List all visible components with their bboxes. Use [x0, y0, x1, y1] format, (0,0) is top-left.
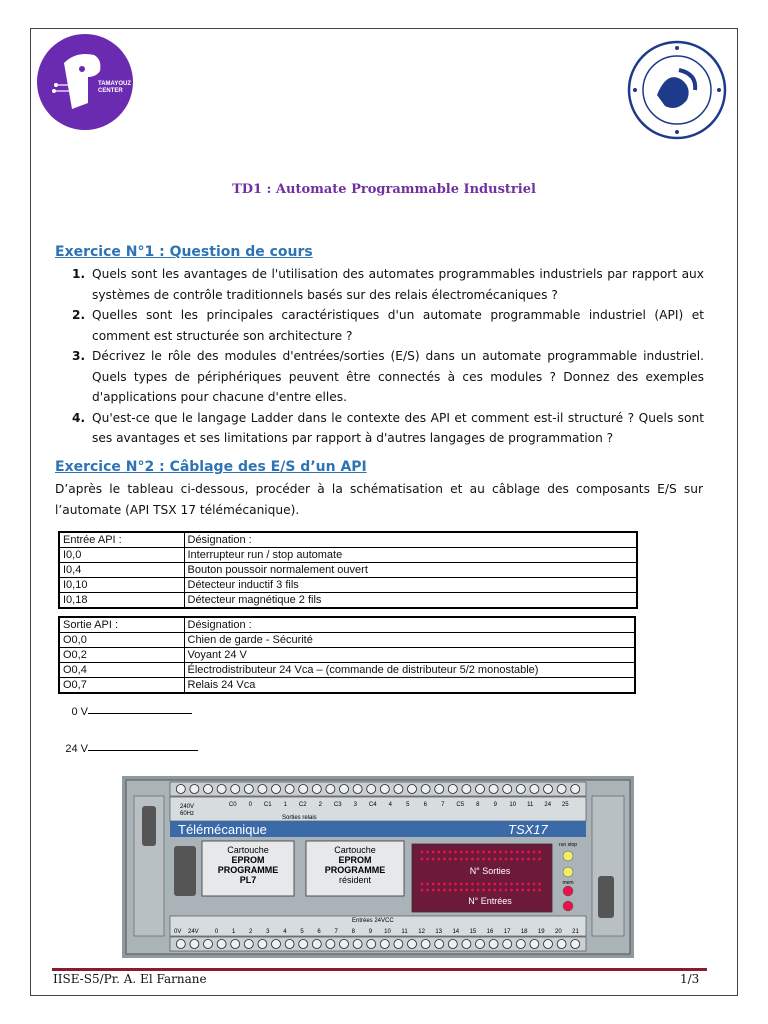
led-dot	[505, 883, 508, 886]
plc-tsx17-illustration	[122, 776, 634, 958]
document-title: TD1 : Automate Programmable Industriel	[232, 182, 536, 197]
top-terminal-label: C2	[298, 802, 307, 808]
question-item	[72, 305, 704, 346]
terminal-screw	[285, 940, 294, 949]
relay-outputs-label: Sorties relais	[282, 815, 317, 821]
led-dot	[499, 858, 502, 861]
top-terminal-label: C4	[368, 802, 377, 808]
cartridge2-line3: PROGRAMME	[324, 865, 386, 875]
led-dot	[533, 889, 536, 892]
led-dot	[432, 851, 435, 854]
led-dot	[521, 858, 524, 861]
terminal-screw	[190, 940, 199, 949]
terminal-screw	[340, 785, 349, 794]
bottom-terminal-label: 16	[486, 929, 494, 935]
led-dot	[426, 851, 429, 854]
terminal-screw	[217, 785, 226, 794]
led-dot	[421, 889, 424, 892]
cartridge1-line1: Cartouche	[227, 845, 269, 855]
led-dot	[516, 889, 519, 892]
led-dot	[426, 858, 429, 861]
led-dot	[465, 851, 468, 854]
led-dot	[510, 851, 513, 854]
table-row	[59, 663, 635, 678]
inputs-table	[58, 531, 638, 609]
bottom-terminal-label: 3	[266, 929, 270, 935]
led-dot	[477, 858, 480, 861]
terminal-screw	[217, 940, 226, 949]
led-dot	[482, 858, 485, 861]
table-cell: Détecteur inductif 3 fils	[184, 578, 637, 593]
terminal-screw	[448, 940, 457, 949]
terminal-screw	[530, 785, 539, 794]
led-dot	[449, 883, 452, 886]
led-dot	[432, 858, 435, 861]
terminal-screw	[231, 785, 240, 794]
terminal-screw	[353, 785, 362, 794]
question-number: 2.	[72, 308, 86, 322]
table-cell: Interrupteur run / stop automate	[184, 548, 637, 563]
led-dot	[499, 889, 502, 892]
terminal-screw	[244, 940, 253, 949]
question-text: Quelles sont les principales caractéristiques d'un automate programmable industriel (API) et comment est structurée son architecture ?	[92, 308, 704, 343]
terminal-screw	[204, 940, 213, 949]
terminal-screw	[353, 940, 362, 949]
top-terminal-label: 1	[283, 802, 287, 808]
led-dot	[533, 851, 536, 854]
led-dot	[437, 889, 440, 892]
terminal-screw	[489, 940, 498, 949]
top-terminal-label: 5	[406, 802, 410, 808]
led-dot	[426, 889, 429, 892]
terminal-screw	[326, 940, 335, 949]
led-dot	[426, 883, 429, 886]
terminal-screw	[285, 785, 294, 794]
bottom-terminal-label: 10	[384, 929, 391, 935]
led-dot	[421, 851, 424, 854]
led-dot	[482, 889, 485, 892]
bottom-terminal-label: 12	[418, 929, 425, 935]
bottom-terminal-label: 4	[283, 929, 287, 935]
led-dot	[421, 858, 424, 861]
plc-svg	[122, 776, 634, 958]
led-dot	[493, 883, 496, 886]
led-dot	[527, 851, 530, 854]
bottom-terminal-label: 15	[469, 929, 477, 935]
voltage-rail	[88, 750, 198, 751]
led-dot	[499, 851, 502, 854]
led-dot	[527, 883, 530, 886]
top-terminal-label: 7	[441, 802, 445, 808]
terminal-screw	[258, 940, 267, 949]
bottom-terminal-label: 2	[249, 929, 253, 935]
led-dot	[482, 851, 485, 854]
terminal-screw	[231, 940, 240, 949]
question-item	[72, 346, 704, 408]
led-dot	[493, 889, 496, 892]
table-cell: I0,0	[59, 548, 184, 563]
bottom-terminal-label: 20	[555, 929, 562, 935]
table-header: Désignation :	[184, 617, 635, 633]
led-dot	[454, 858, 457, 861]
terminal-screw	[244, 785, 253, 794]
table-row	[59, 563, 637, 578]
bottom-terminal-label: 14	[452, 929, 460, 935]
outputs-led-label: N° Sorties	[469, 866, 511, 876]
footer-author: IISE-S5/Pr. A. El Farnane	[53, 972, 207, 986]
top-terminal-label: 2	[318, 802, 322, 808]
top-terminal-label: 4	[388, 802, 392, 808]
table-header: Entrée API :	[59, 532, 184, 548]
led-dot	[510, 883, 513, 886]
question-number: 1.	[72, 267, 86, 281]
table-row	[59, 548, 637, 563]
terminal-screw	[394, 940, 403, 949]
led-dot	[465, 858, 468, 861]
power-label-2: 60Hz	[180, 811, 195, 817]
led-dot	[460, 851, 463, 854]
table-cell: O0,0	[59, 633, 184, 648]
bottom-0v: 0V	[174, 929, 182, 935]
terminal-screw	[516, 940, 525, 949]
terminal-screw	[408, 940, 417, 949]
cartridge1-line3: PROGRAMME	[217, 865, 279, 875]
voltage-rail	[88, 713, 192, 714]
tamayouz-logo	[36, 33, 134, 135]
led-dot	[538, 883, 541, 886]
bottom-terminal-label: 5	[300, 929, 304, 935]
led-dot	[521, 883, 524, 886]
led-dot	[443, 883, 446, 886]
terminal-screw	[489, 785, 498, 794]
question-number: 3.	[72, 349, 86, 363]
bottom-terminal-label: 9	[368, 929, 373, 935]
table-header-row	[59, 617, 635, 633]
top-terminal-label: C0	[228, 802, 237, 808]
terminal-screw	[367, 785, 376, 794]
table-row	[59, 648, 635, 663]
led-dot	[421, 883, 424, 886]
terminal-screw	[544, 940, 553, 949]
led-dot	[477, 851, 480, 854]
question-text: Qu'est-ce que le langage Ladder dans le contexte des API et comment est-il structuré ? Quels sont ses avantages et ses limitations par rapport à d'autres langages de programmation ?	[92, 410, 704, 445]
question-text: Quels sont les avantages de l'utilisation des automates programmables industriels par rapport aux systèmes de contrôle traditionnels basés sur des relais électromécaniques ?	[92, 267, 704, 302]
terminal-screw	[176, 785, 185, 794]
led-dot	[454, 889, 457, 892]
table-cell: Relais 24 Vca	[184, 678, 635, 694]
table-row	[59, 578, 637, 593]
terminal-screw	[299, 940, 308, 949]
inputs-24vcc-label: Entrées 24VCC	[352, 918, 394, 924]
bottom-terminal-label: 13	[435, 929, 443, 935]
question-item	[72, 264, 704, 305]
table-header: Désignation :	[184, 532, 637, 548]
led-dot	[443, 851, 446, 854]
terminal-screw	[272, 785, 281, 794]
terminal-screw	[190, 785, 199, 794]
terminal-screw	[204, 785, 213, 794]
top-terminal-label: 8	[476, 802, 480, 808]
voltage-label: 24 V	[65, 743, 88, 755]
terminal-screw	[571, 785, 580, 794]
terminal-screw	[544, 785, 553, 794]
terminal-screw	[176, 940, 185, 949]
bottom-terminal-label: 7	[334, 929, 338, 935]
terminal-screw	[476, 940, 485, 949]
cartridge2-line4: résident	[338, 875, 372, 885]
led-dot	[454, 883, 457, 886]
table-cell: Détecteur magnétique 2 fils	[184, 593, 637, 609]
table-cell: O0,7	[59, 678, 184, 694]
led-dot	[505, 889, 508, 892]
led-dot	[449, 851, 452, 854]
question-number: 4.	[72, 410, 86, 425]
model-name: TSX17	[508, 822, 548, 837]
terminal-screw	[435, 940, 444, 949]
top-terminal-label: 11	[527, 802, 534, 808]
led-dot	[527, 858, 530, 861]
inputs-led-label: N° Entrées	[468, 896, 512, 906]
led-dot	[488, 851, 491, 854]
exercise2-heading: Exercice N°2 : Câblage des E/S d’un API	[55, 459, 367, 475]
bottom-terminal-label: 1	[231, 929, 236, 935]
terminal-screw	[421, 785, 430, 794]
table-row	[59, 593, 637, 609]
led-dot	[437, 851, 440, 854]
table-cell: Bouton poussoir normalement ouvert	[184, 563, 637, 578]
terminal-screw	[516, 785, 525, 794]
brand-name: Télémécanique	[178, 822, 267, 837]
top-terminal-label: 10	[509, 802, 517, 808]
led-dot	[521, 889, 524, 892]
terminal-screw	[421, 940, 430, 949]
led-dot	[471, 883, 474, 886]
led-dot	[437, 883, 440, 886]
terminal-screw	[435, 785, 444, 794]
question-text: Décrivez le rôle des modules d'entrées/sorties (E/S) dans un automate programmable industriel. Quels types de périphériques peuvent être connectés à ces modules ? Donnez des exemples d'applications pour chacune d'entre elles.	[92, 349, 704, 404]
bottom-terminal-label: 8	[351, 929, 355, 935]
terminal-screw	[408, 785, 417, 794]
top-terminal-label: 6	[423, 802, 427, 808]
terminal-screw	[448, 785, 457, 794]
voltage-line-0v	[56, 706, 88, 718]
led-dot	[443, 858, 446, 861]
led-dot	[493, 851, 496, 854]
terminal-screw	[272, 940, 281, 949]
led-dot	[493, 858, 496, 861]
led-dot	[521, 851, 524, 854]
led-dot	[482, 883, 485, 886]
led-dot	[432, 883, 435, 886]
led-dot	[505, 858, 508, 861]
terminal-screw	[503, 785, 512, 794]
terminal-screw	[326, 785, 335, 794]
bottom-terminal-label: 0	[214, 929, 219, 935]
terminal-screw	[312, 940, 321, 949]
table-row	[59, 678, 635, 694]
led-dot	[516, 883, 519, 886]
bottom-24v: 24V	[188, 929, 199, 935]
bottom-terminal-label: 11	[401, 929, 408, 935]
status-label-mem: mem	[562, 880, 574, 886]
page-number: 1/3	[680, 972, 700, 986]
led-dot	[533, 858, 536, 861]
voltage-label: 0 V	[71, 706, 88, 718]
top-terminal-label: 24	[544, 802, 552, 808]
led-dot	[516, 851, 519, 854]
table-cell: I0,18	[59, 593, 184, 609]
led-dot	[538, 858, 541, 861]
table-cell: Voyant 24 V	[184, 648, 635, 663]
terminal-screw	[258, 785, 267, 794]
led-dot	[499, 883, 502, 886]
led-dot	[471, 889, 474, 892]
led-dot	[516, 858, 519, 861]
led-dot	[432, 889, 435, 892]
terminal-screw	[312, 785, 321, 794]
led-dot	[488, 889, 491, 892]
bottom-terminal-label: 19	[537, 929, 545, 935]
cartridge2-line1: Cartouche	[334, 845, 376, 855]
led-dot	[538, 851, 541, 854]
led-dot	[533, 883, 536, 886]
led-dot	[460, 883, 463, 886]
table-cell: O0,2	[59, 648, 184, 663]
top-terminal-label: 3	[353, 802, 357, 808]
cartridge1-line4: PL7	[239, 875, 257, 885]
led-dot	[477, 889, 480, 892]
terminal-screw	[476, 785, 485, 794]
led-dot	[449, 858, 452, 861]
bottom-terminal-label: 6	[317, 929, 321, 935]
bottom-terminal-label: 21	[572, 929, 579, 935]
table-header: Sortie API :	[59, 617, 184, 633]
terminal-screw	[530, 940, 539, 949]
led-dot	[538, 889, 541, 892]
bottom-terminal-label: 18	[520, 929, 528, 935]
terminal-screw	[462, 785, 471, 794]
top-terminal-label: C1	[263, 802, 272, 808]
exercise2-instructions: D’après le tableau ci-dessous, procéder à la schématisation et au câblage des composants E/S sur l’automate (API TSX 17 télémécanique).	[55, 482, 703, 517]
terminal-screw	[380, 785, 389, 794]
led-dot	[437, 858, 440, 861]
question-item	[72, 408, 704, 449]
table-cell: Électrodistributeur 24 Vca – (commande de distributeur 5/2 monostable)	[184, 663, 635, 678]
led-dot	[465, 889, 468, 892]
top-terminal-label: C3	[333, 802, 342, 808]
top-terminal-label: 9	[493, 802, 497, 808]
terminal-screw	[557, 940, 566, 949]
outputs-table	[58, 616, 636, 694]
terminal-screw	[340, 940, 349, 949]
question-list	[72, 264, 704, 449]
led-dot	[454, 851, 457, 854]
terminal-screw	[380, 940, 389, 949]
led-dot	[510, 858, 513, 861]
cartridge2-line2: EPROM	[338, 855, 372, 865]
led-dot	[460, 889, 463, 892]
led-dot	[443, 889, 446, 892]
led-dot	[460, 858, 463, 861]
terminal-screw	[503, 940, 512, 949]
table-header-row	[59, 532, 637, 548]
table-cell: I0,4	[59, 563, 184, 578]
terminal-screw	[394, 785, 403, 794]
terminal-screw	[462, 940, 471, 949]
led-dot	[527, 889, 530, 892]
logo-text-2: CENTER	[98, 88, 123, 94]
led-dot	[471, 858, 474, 861]
footer-rule	[52, 968, 707, 971]
cartridge1-line2: EPROM	[231, 855, 265, 865]
led-dot	[505, 851, 508, 854]
table-cell: Chien de garde - Sécurité	[184, 633, 635, 648]
top-terminal-label: 0	[248, 802, 252, 808]
led-dot	[510, 889, 513, 892]
led-dot	[488, 858, 491, 861]
terminal-screw	[557, 785, 566, 794]
bottom-terminal-label: 17	[503, 929, 511, 935]
voltage-line-24v	[56, 743, 88, 755]
top-terminal-label: C5	[456, 802, 465, 808]
status-label-run: run stop	[558, 842, 578, 848]
terminal-screw	[571, 940, 580, 949]
led-dot	[465, 883, 468, 886]
logo-text-1: TAMAYOUZ	[98, 81, 131, 87]
terminal-screw	[299, 785, 308, 794]
table-cell: I0,10	[59, 578, 184, 593]
led-dot	[477, 883, 480, 886]
exercise1-heading: Exercice N°1 : Question de cours	[55, 244, 313, 260]
top-terminal-label: 25	[561, 802, 569, 808]
led-dot	[488, 883, 491, 886]
university-logo	[627, 40, 727, 144]
led-dot	[471, 851, 474, 854]
led-dot	[449, 889, 452, 892]
table-row	[59, 633, 635, 648]
terminal-screw	[367, 940, 376, 949]
power-label-1: 240V	[180, 804, 195, 810]
table-cell: O0,4	[59, 663, 184, 678]
